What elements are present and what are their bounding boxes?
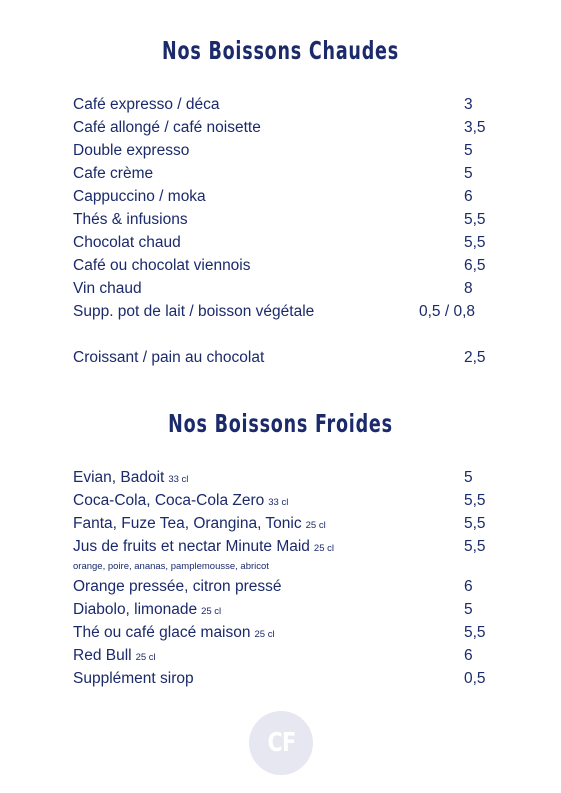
item-label: Red Bull <box>73 647 132 664</box>
menu-item <box>73 515 493 537</box>
item-size: 25 cl <box>201 606 222 617</box>
item-price: 5,5 <box>464 211 486 228</box>
item-note: orange, poire, ananas, pamplemousse, abricot <box>73 561 269 572</box>
item-price: 6 <box>464 578 473 595</box>
item-price: 5 <box>464 142 473 159</box>
item-size: 25 cl <box>305 520 326 531</box>
item-name: Café expresso / déca <box>73 96 220 113</box>
menu-item <box>73 96 493 118</box>
item-name <box>73 578 282 596</box>
item-size: 25 cl <box>313 543 334 554</box>
menu-item <box>73 119 493 141</box>
menu-item <box>73 492 493 514</box>
item-name: Vin chaud <box>73 280 142 297</box>
item-name: Thés & infusions <box>73 211 188 228</box>
item-label: Fanta, Fuze Tea, Orangina, Tonic <box>73 515 302 532</box>
item-size: 25 cl <box>135 652 156 663</box>
item-name <box>73 647 156 665</box>
menu-item <box>73 142 493 164</box>
menu-item <box>73 578 493 600</box>
menu-item <box>73 257 493 279</box>
item-price: 8 <box>464 280 473 297</box>
item-price: 5,5 <box>464 538 486 555</box>
item-label: Thé ou café glacé maison <box>73 624 251 641</box>
item-price: 6 <box>464 647 473 664</box>
hot-drinks-title: Nos Boissons Chaudes <box>162 36 399 65</box>
item-price: 0,5 <box>464 670 486 687</box>
item-price: 0,5 / 0,8 <box>419 303 476 320</box>
item-name <box>73 469 188 487</box>
item-name: Café ou chocolat viennois <box>73 257 251 274</box>
item-label: Diabolo, limonade <box>73 601 198 618</box>
item-name <box>73 670 194 688</box>
item-price: 2,5 <box>464 349 486 366</box>
item-name: Chocolat chaud <box>73 234 181 251</box>
item-name <box>73 492 288 510</box>
item-price: 5 <box>464 165 473 182</box>
item-price: 5,5 <box>464 515 486 532</box>
item-name <box>73 601 221 619</box>
menu-item <box>73 624 493 646</box>
item-label: Orange pressée, citron pressé <box>73 578 282 595</box>
menu-item <box>73 211 493 233</box>
item-size: 25 cl <box>254 629 275 640</box>
item-size: 33 cl <box>268 497 289 508</box>
item-label: Coca-Cola, Coca-Cola Zero <box>73 492 265 509</box>
menu-item <box>73 469 493 491</box>
menu-item <box>73 647 493 669</box>
item-price: 5,5 <box>464 624 486 641</box>
menu-item <box>73 165 493 187</box>
item-label: Evian, Badoit <box>73 469 165 486</box>
item-label: Jus de fruits et nectar Minute Maid <box>73 538 310 555</box>
item-price: 6 <box>464 188 473 205</box>
item-name: Cafe crème <box>73 165 154 182</box>
item-price: 5 <box>464 601 473 618</box>
item-name <box>73 624 275 642</box>
item-size: 33 cl <box>168 474 189 485</box>
item-name: Cappuccino / moka <box>73 188 206 205</box>
item-price: 5 <box>464 469 473 486</box>
cold-drinks-title: Nos Boissons Froides <box>168 409 393 438</box>
cafe-logo <box>249 711 313 775</box>
menu-item <box>73 670 493 692</box>
menu-item <box>73 601 493 623</box>
menu-item <box>73 303 493 325</box>
item-price: 6,5 <box>464 257 486 274</box>
item-price: 3 <box>464 96 473 113</box>
item-name: Croissant / pain au chocolat <box>73 349 265 366</box>
menu-item <box>73 349 493 371</box>
item-label: Supplément sirop <box>73 670 194 687</box>
item-name <box>73 538 334 556</box>
item-name: Café allongé / café noisette <box>73 119 261 136</box>
item-name <box>73 515 326 533</box>
menu-item <box>73 538 493 560</box>
menu-item <box>73 188 493 210</box>
menu-item <box>73 280 493 302</box>
logo-text: CF <box>267 728 295 758</box>
item-price: 5,5 <box>464 492 486 509</box>
item-price: 5,5 <box>464 234 486 251</box>
item-price: 3,5 <box>464 119 486 136</box>
item-name: Supp. pot de lait / boisson végétale <box>73 303 315 320</box>
item-name: Double expresso <box>73 142 190 159</box>
menu-item <box>73 234 493 256</box>
